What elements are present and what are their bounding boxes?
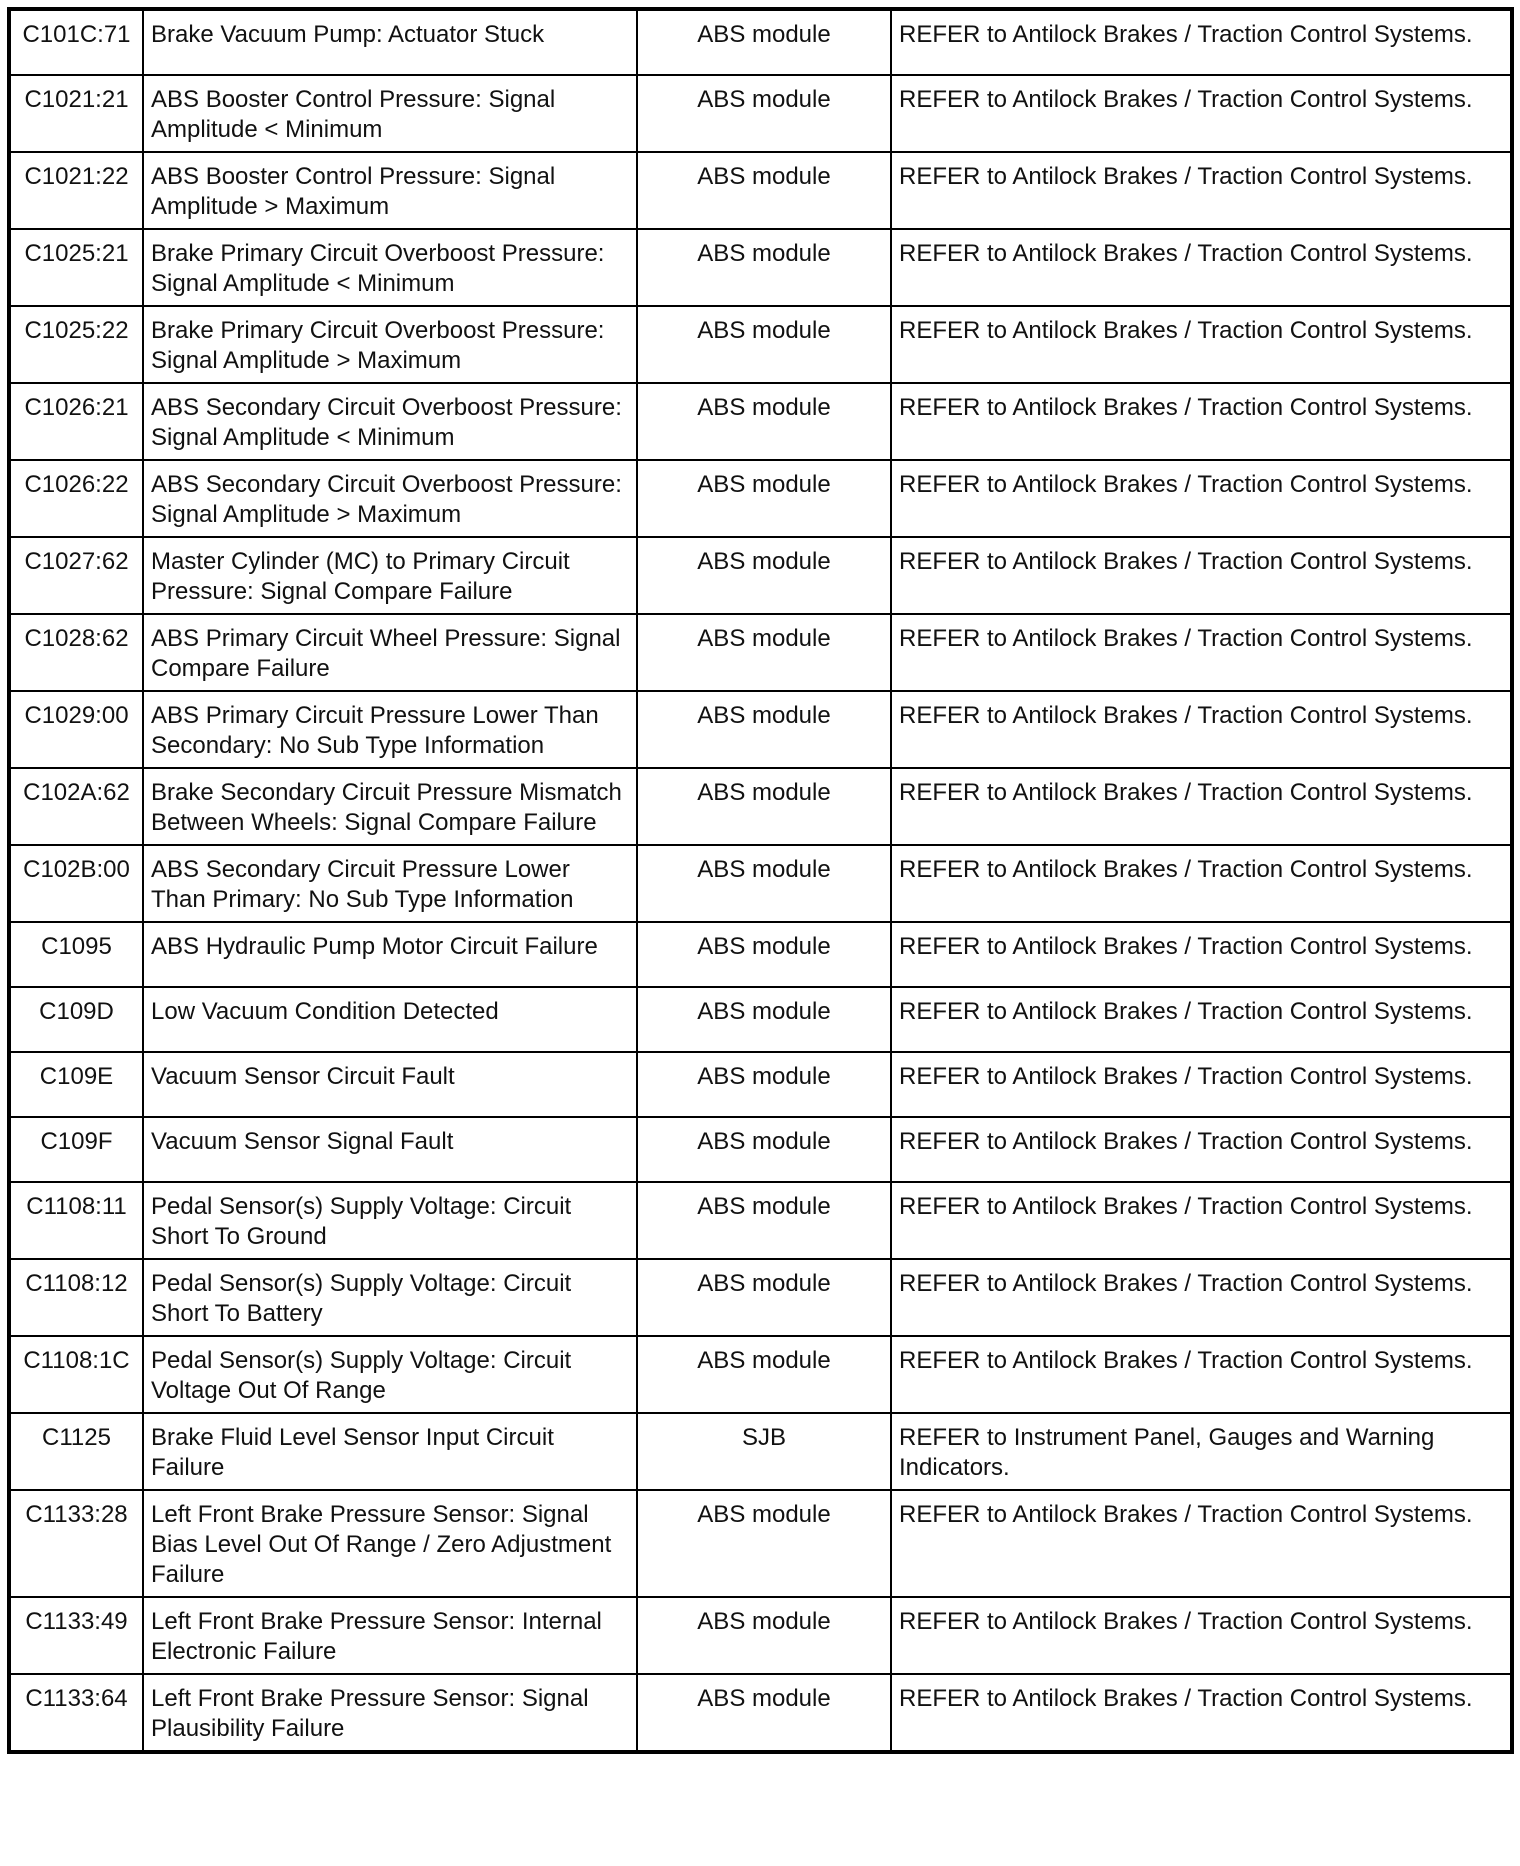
dtc-description-cell: Left Front Brake Pressure Sensor: Internal Electronic Failure <box>143 1597 637 1674</box>
table-row <box>9 845 1512 922</box>
dtc-code-cell: C109F <box>9 1117 143 1182</box>
dtc-description-cell: Brake Primary Circuit Overboost Pressure: Signal Amplitude > Maximum <box>143 306 637 383</box>
dtc-action-cell: REFER to Antilock Brakes / Traction Control Systems. <box>891 537 1512 614</box>
dtc-code-cell: C1026:22 <box>9 460 143 537</box>
dtc-description-cell: ABS Hydraulic Pump Motor Circuit Failure <box>143 922 637 987</box>
dtc-module-cell: ABS module <box>637 1117 891 1182</box>
dtc-module-cell: ABS module <box>637 229 891 306</box>
table-row <box>9 229 1512 306</box>
dtc-action-cell: REFER to Antilock Brakes / Traction Control Systems. <box>891 1336 1512 1413</box>
dtc-module-cell: ABS module <box>637 306 891 383</box>
dtc-action-cell: REFER to Antilock Brakes / Traction Control Systems. <box>891 614 1512 691</box>
dtc-description-cell: Brake Primary Circuit Overboost Pressure: Signal Amplitude < Minimum <box>143 229 637 306</box>
dtc-description-cell: Low Vacuum Condition Detected <box>143 987 637 1052</box>
dtc-description-cell: ABS Booster Control Pressure: Signal Amplitude > Maximum <box>143 152 637 229</box>
table-row <box>9 691 1512 768</box>
dtc-code-cell: C1125 <box>9 1413 143 1490</box>
dtc-module-cell: ABS module <box>637 537 891 614</box>
table-row <box>9 537 1512 614</box>
dtc-action-cell: REFER to Antilock Brakes / Traction Control Systems. <box>891 1052 1512 1117</box>
dtc-description-cell: Pedal Sensor(s) Supply Voltage: Circuit Short To Ground <box>143 1182 637 1259</box>
dtc-action-cell: REFER to Antilock Brakes / Traction Control Systems. <box>891 383 1512 460</box>
dtc-description-cell: Left Front Brake Pressure Sensor: Signal Plausibility Failure <box>143 1674 637 1752</box>
dtc-module-cell: SJB <box>637 1413 891 1490</box>
dtc-description-cell: Brake Fluid Level Sensor Input Circuit Failure <box>143 1413 637 1490</box>
dtc-module-cell: ABS module <box>637 152 891 229</box>
dtc-description-cell: Vacuum Sensor Signal Fault <box>143 1117 637 1182</box>
dtc-action-cell: REFER to Antilock Brakes / Traction Control Systems. <box>891 845 1512 922</box>
table-row <box>9 922 1512 987</box>
dtc-code-cell: C1021:21 <box>9 75 143 152</box>
dtc-description-cell: Master Cylinder (MC) to Primary Circuit Pressure: Signal Compare Failure <box>143 537 637 614</box>
dtc-description-cell: ABS Secondary Circuit Pressure Lower Than Primary: No Sub Type Information <box>143 845 637 922</box>
dtc-module-cell: ABS module <box>637 1182 891 1259</box>
dtc-code-cell: C1133:49 <box>9 1597 143 1674</box>
table-row <box>9 1117 1512 1182</box>
dtc-description-cell: Pedal Sensor(s) Supply Voltage: Circuit Short To Battery <box>143 1259 637 1336</box>
dtc-module-cell: ABS module <box>637 1052 891 1117</box>
dtc-action-cell: REFER to Antilock Brakes / Traction Control Systems. <box>891 1490 1512 1597</box>
dtc-code-cell: C1108:12 <box>9 1259 143 1336</box>
dtc-code-cell: C1108:1C <box>9 1336 143 1413</box>
table-row <box>9 1674 1512 1752</box>
dtc-code-cell: C102B:00 <box>9 845 143 922</box>
dtc-action-cell: REFER to Antilock Brakes / Traction Control Systems. <box>891 152 1512 229</box>
table-row <box>9 1182 1512 1259</box>
dtc-code-cell: C1025:22 <box>9 306 143 383</box>
table-row <box>9 1259 1512 1336</box>
dtc-action-cell: REFER to Antilock Brakes / Traction Control Systems. <box>891 9 1512 75</box>
dtc-module-cell: ABS module <box>637 987 891 1052</box>
dtc-table-body <box>9 9 1512 1752</box>
dtc-description-cell: Left Front Brake Pressure Sensor: Signal Bias Level Out Of Range / Zero Adjustment Failure <box>143 1490 637 1597</box>
table-row <box>9 614 1512 691</box>
dtc-description-cell: ABS Booster Control Pressure: Signal Amplitude < Minimum <box>143 75 637 152</box>
dtc-code-cell: C101C:71 <box>9 9 143 75</box>
dtc-description-cell: ABS Primary Circuit Wheel Pressure: Signal Compare Failure <box>143 614 637 691</box>
dtc-module-cell: ABS module <box>637 1336 891 1413</box>
dtc-module-cell: ABS module <box>637 614 891 691</box>
table-row <box>9 1336 1512 1413</box>
dtc-code-cell: C1025:21 <box>9 229 143 306</box>
dtc-action-cell: REFER to Antilock Brakes / Traction Control Systems. <box>891 1597 1512 1674</box>
table-row <box>9 1052 1512 1117</box>
table-row <box>9 1490 1512 1597</box>
table-row <box>9 768 1512 845</box>
dtc-module-cell: ABS module <box>637 922 891 987</box>
dtc-action-cell: REFER to Antilock Brakes / Traction Control Systems. <box>891 460 1512 537</box>
dtc-module-cell: ABS module <box>637 383 891 460</box>
dtc-code-cell: C1026:21 <box>9 383 143 460</box>
dtc-action-cell: REFER to Antilock Brakes / Traction Control Systems. <box>891 1182 1512 1259</box>
dtc-module-cell: ABS module <box>637 1259 891 1336</box>
dtc-action-cell: REFER to Antilock Brakes / Traction Control Systems. <box>891 922 1512 987</box>
dtc-action-cell: REFER to Antilock Brakes / Traction Control Systems. <box>891 75 1512 152</box>
table-row <box>9 460 1512 537</box>
table-row <box>9 9 1512 75</box>
dtc-description-cell: ABS Secondary Circuit Overboost Pressure: Signal Amplitude < Minimum <box>143 383 637 460</box>
dtc-module-cell: ABS module <box>637 691 891 768</box>
dtc-action-cell: REFER to Instrument Panel, Gauges and Warning Indicators. <box>891 1413 1512 1490</box>
dtc-module-cell: ABS module <box>637 460 891 537</box>
dtc-code-cell: C1027:62 <box>9 537 143 614</box>
dtc-module-cell: ABS module <box>637 768 891 845</box>
table-row <box>9 1413 1512 1490</box>
dtc-code-cell: C1029:00 <box>9 691 143 768</box>
dtc-action-cell: REFER to Antilock Brakes / Traction Control Systems. <box>891 1674 1512 1752</box>
dtc-code-cell: C1133:64 <box>9 1674 143 1752</box>
dtc-module-cell: ABS module <box>637 1597 891 1674</box>
dtc-module-cell: ABS module <box>637 845 891 922</box>
table-row <box>9 1597 1512 1674</box>
dtc-table <box>7 7 1514 1754</box>
dtc-action-cell: REFER to Antilock Brakes / Traction Control Systems. <box>891 229 1512 306</box>
dtc-code-cell: C109E <box>9 1052 143 1117</box>
dtc-module-cell: ABS module <box>637 1674 891 1752</box>
dtc-action-cell: REFER to Antilock Brakes / Traction Control Systems. <box>891 987 1512 1052</box>
dtc-description-cell: Vacuum Sensor Circuit Fault <box>143 1052 637 1117</box>
dtc-code-cell: C1021:22 <box>9 152 143 229</box>
dtc-code-cell: C102A:62 <box>9 768 143 845</box>
dtc-description-cell: Brake Vacuum Pump: Actuator Stuck <box>143 9 637 75</box>
dtc-module-cell: ABS module <box>637 9 891 75</box>
dtc-code-cell: C1028:62 <box>9 614 143 691</box>
dtc-module-cell: ABS module <box>637 75 891 152</box>
dtc-code-cell: C1133:28 <box>9 1490 143 1597</box>
dtc-action-cell: REFER to Antilock Brakes / Traction Control Systems. <box>891 1259 1512 1336</box>
dtc-code-cell: C1095 <box>9 922 143 987</box>
dtc-action-cell: REFER to Antilock Brakes / Traction Control Systems. <box>891 306 1512 383</box>
table-row <box>9 152 1512 229</box>
table-row <box>9 75 1512 152</box>
dtc-action-cell: REFER to Antilock Brakes / Traction Control Systems. <box>891 691 1512 768</box>
dtc-code-cell: C1108:11 <box>9 1182 143 1259</box>
dtc-description-cell: ABS Primary Circuit Pressure Lower Than Secondary: No Sub Type Information <box>143 691 637 768</box>
dtc-action-cell: REFER to Antilock Brakes / Traction Control Systems. <box>891 1117 1512 1182</box>
table-row <box>9 987 1512 1052</box>
dtc-description-cell: ABS Secondary Circuit Overboost Pressure: Signal Amplitude > Maximum <box>143 460 637 537</box>
dtc-code-cell: C109D <box>9 987 143 1052</box>
dtc-description-cell: Brake Secondary Circuit Pressure Mismatch Between Wheels: Signal Compare Failure <box>143 768 637 845</box>
table-row <box>9 383 1512 460</box>
dtc-module-cell: ABS module <box>637 1490 891 1597</box>
dtc-description-cell: Pedal Sensor(s) Supply Voltage: Circuit Voltage Out Of Range <box>143 1336 637 1413</box>
table-row <box>9 306 1512 383</box>
dtc-action-cell: REFER to Antilock Brakes / Traction Control Systems. <box>891 768 1512 845</box>
